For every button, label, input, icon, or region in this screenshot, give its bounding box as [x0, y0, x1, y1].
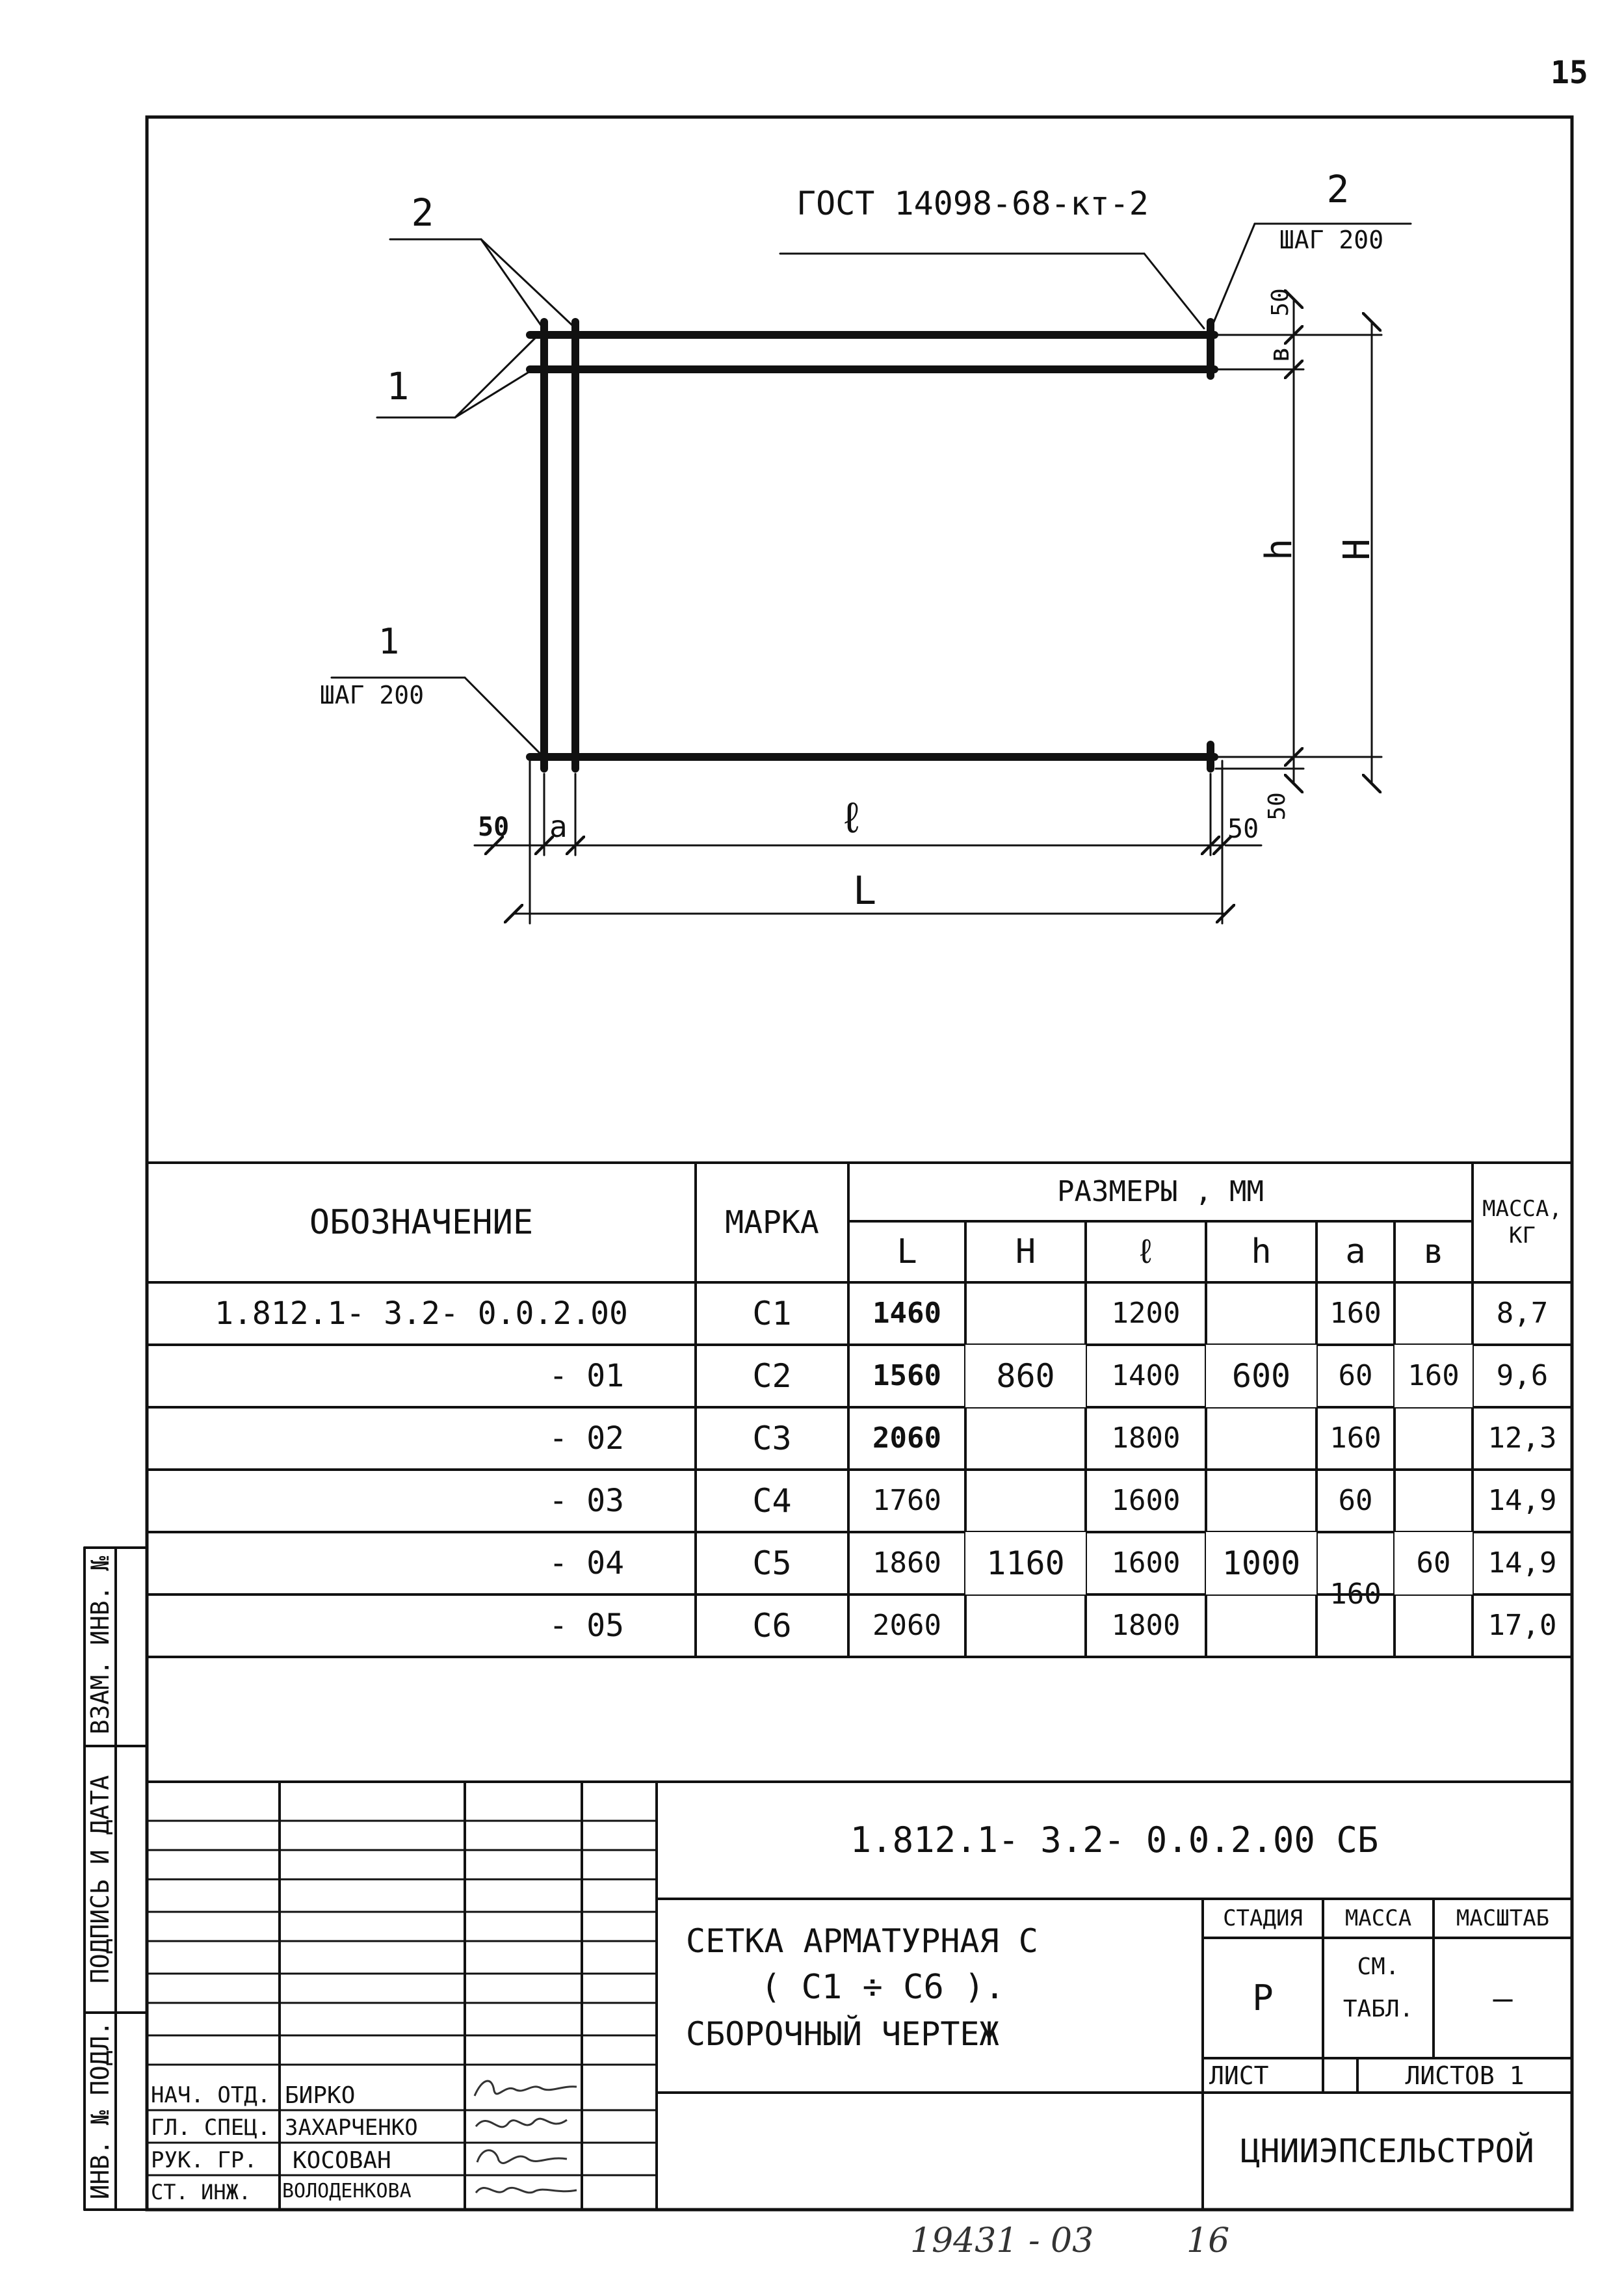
signature-1	[469, 2071, 580, 2107]
merged-b-group1: 160	[1395, 1345, 1473, 1407]
header-col-L: L	[897, 1232, 917, 1271]
dimension-bottom-50-right: 50	[1264, 792, 1290, 821]
row-5-l: 1600	[1111, 1546, 1181, 1580]
sheet-label: ЛИСТ	[1209, 2061, 1269, 2090]
merged-h-group2: 1000	[1206, 1532, 1316, 1594]
row-6-mass: 17,0	[1487, 1609, 1557, 1642]
dimension-L: L	[852, 868, 877, 914]
row-5-mass: 14,9	[1487, 1546, 1557, 1580]
row-1-a: 160	[1329, 1297, 1382, 1330]
callout-2-right-number: 2	[1326, 167, 1350, 211]
scale-label: МАСШТАБ	[1456, 1905, 1550, 1931]
row-4-designation: - 03	[549, 1483, 624, 1519]
title-line-2: ( С1 ÷ С6 ).	[761, 1968, 1005, 2007]
row-5-a: 160	[1329, 1578, 1382, 1611]
staff-1-name: БИРКО	[285, 2082, 356, 2109]
callout-2-left: 2	[411, 191, 434, 235]
row-4-L: 1760	[872, 1484, 941, 1517]
archive-number: 19431 - 03	[910, 2221, 1094, 2260]
row-1-l: 1200	[1111, 1297, 1181, 1330]
row-3-mass: 12,3	[1487, 1422, 1557, 1455]
header-col-h: h	[1251, 1232, 1272, 1271]
row-2-designation: - 01	[549, 1358, 624, 1394]
dimension-b: в	[1263, 346, 1295, 363]
sheets-label: ЛИСТОВ 1	[1405, 2061, 1525, 2090]
merged-b-group2: 60	[1395, 1532, 1473, 1594]
header-col-l: ℓ	[1135, 1232, 1157, 1271]
mass-label: МАССА	[1344, 1905, 1412, 1931]
callout-1-bottom-step: ШАГ 200	[319, 681, 425, 709]
stage-value: Р	[1252, 1977, 1274, 2018]
header-mass: МАССА, КГ	[1482, 1196, 1562, 1249]
signature-2	[469, 2107, 580, 2143]
row-4-mark: С4	[752, 1482, 792, 1520]
page-number: 15	[1551, 55, 1588, 91]
document-code: 1.812.1- 3.2- 0.0.2.00 СБ	[850, 1819, 1379, 1860]
row-4-mass: 14,9	[1487, 1484, 1557, 1517]
dimension-H: H	[1336, 538, 1378, 561]
staff-2-name: ЗАХАРЧЕНКО	[285, 2115, 418, 2141]
header-mark: МАРКА	[725, 1204, 819, 1241]
row-2-L: 1560	[872, 1359, 941, 1392]
staff-4-role: СТ. ИНЖ.	[151, 2180, 252, 2204]
mesh-drawing	[530, 322, 1214, 769]
row-6-L: 2060	[872, 1609, 941, 1642]
dimension-a: a	[549, 809, 568, 844]
header-col-b: в	[1423, 1232, 1444, 1271]
dimension-h: h	[1258, 538, 1300, 561]
signature-3	[469, 2139, 580, 2175]
title-line-1: СЕТКА АРМАТУРНАЯ С	[686, 1922, 1038, 1960]
row-4-a: 60	[1338, 1484, 1373, 1517]
title-line-3: СБОРОЧНЫЙ ЧЕРТЕЖ	[686, 2015, 999, 2053]
staff-3-name: КОСОВАН	[293, 2147, 391, 2174]
dimension-left-50: 50	[478, 812, 510, 842]
row-1-designation: 1.812.1- 3.2- 0.0.2.00	[215, 1295, 628, 1332]
row-2-mark: С2	[752, 1357, 792, 1395]
callout-leaders	[332, 224, 1411, 753]
staff-3-role: РУК. ГР.	[151, 2147, 257, 2173]
row-3-designation: - 02	[549, 1420, 624, 1457]
merged-H-group2: 1160	[965, 1532, 1086, 1594]
merged-h-group1: 600	[1206, 1345, 1316, 1407]
row-2-a: 60	[1338, 1359, 1373, 1392]
header-dimensions: РАЗМЕРЫ , ММ	[1057, 1175, 1264, 1208]
callout-1-left: 1	[386, 364, 410, 408]
stage-label: СТАДИЯ	[1223, 1905, 1303, 1931]
row-6-l: 1800	[1111, 1609, 1181, 1642]
row-3-mark: С3	[752, 1420, 792, 1457]
row-3-l: 1800	[1111, 1422, 1181, 1455]
row-6-designation: - 05	[549, 1608, 624, 1644]
row-2-mass: 9,6	[1496, 1359, 1549, 1392]
dimension-right-50: 50	[1227, 814, 1259, 844]
row-1-mass: 8,7	[1496, 1297, 1549, 1330]
staff-4-name: ВОЛОДЕНКОВА	[282, 2180, 412, 2203]
mass-value-2: ТАБЛ.	[1342, 1996, 1414, 2022]
signature-4	[469, 2172, 580, 2208]
row-6-mark: С6	[752, 1607, 792, 1645]
side-stamp-podpis-data: ПОДПИСЬ И ДАТА	[86, 1775, 114, 1984]
header-col-a: a	[1345, 1232, 1366, 1271]
scale-value: —	[1493, 1979, 1513, 2017]
row-5-mark: С5	[752, 1544, 792, 1582]
header-designation: ОБОЗНАЧЕНИЕ	[309, 1203, 534, 1242]
row-1-L: 1460	[872, 1297, 941, 1330]
organization: ЦНИИЭПСЕЛЬСТРОЙ	[1240, 2132, 1534, 2170]
dimension-top-50: 50	[1267, 288, 1294, 317]
mass-value-1: СМ.	[1357, 1953, 1400, 1980]
dimension-l: ℓ	[839, 793, 865, 843]
staff-1-role: НАЧ. ОТД.	[151, 2082, 271, 2108]
staff-2-role: ГЛ. СПЕЦ.	[151, 2115, 271, 2141]
merged-H-group1: 860	[965, 1345, 1086, 1407]
side-stamp-vzam-inv: ВЗАМ. ИНВ. №	[86, 1555, 114, 1735]
row-1-mark: С1	[752, 1295, 792, 1332]
row-5-designation: - 04	[549, 1545, 624, 1581]
callout-1-bottom-number: 1	[378, 621, 400, 662]
callout-2-right-step: ШАГ 200	[1279, 226, 1384, 254]
row-5-L: 1860	[872, 1546, 941, 1580]
footer-sheet-number: 16	[1186, 2221, 1230, 2260]
gost-label: ГОСТ 14098-68-кт-2	[796, 185, 1149, 222]
row-3-L: 2060	[872, 1422, 941, 1455]
row-2-l: 1400	[1111, 1359, 1181, 1392]
side-stamp-inv-podl: ИНВ. № ПОДЛ.	[86, 2020, 114, 2200]
row-4-l: 1600	[1111, 1484, 1181, 1517]
header-col-H: H	[1015, 1232, 1036, 1271]
row-3-a: 160	[1329, 1422, 1382, 1455]
